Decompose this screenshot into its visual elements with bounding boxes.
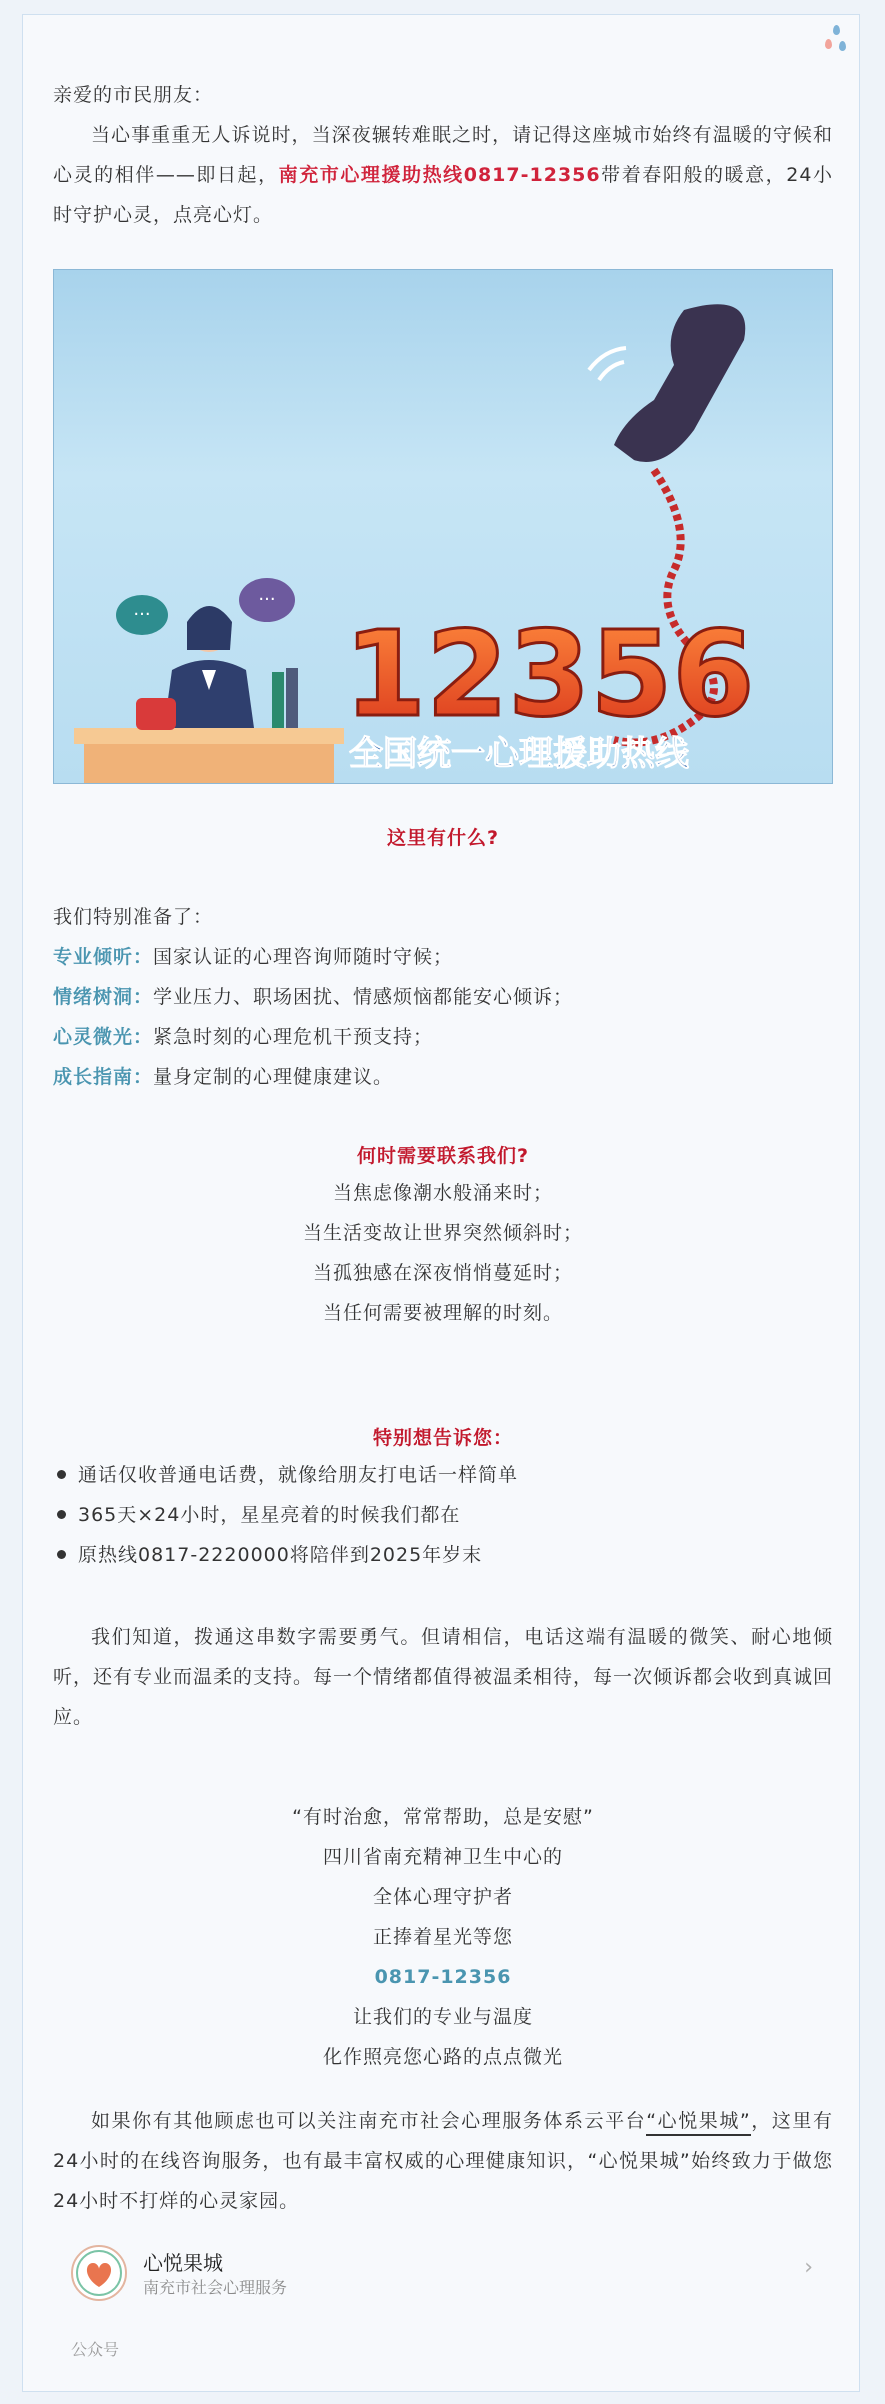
when-line: 当孤独感在深夜悄悄蔓延时； (312, 1262, 573, 1284)
handset-icon (614, 304, 745, 462)
closing-line: 正捧着星光等您 (372, 1926, 513, 1948)
platform-after: ，这里有24小时的在线咨询服务，也有最丰富权威的心理健康知识，“心悦果城”始终致力于做您24小时不打烊的心灵家园。 (53, 2110, 833, 2212)
book-shape (286, 668, 298, 728)
bullet-icon (57, 1510, 66, 1519)
note-item (53, 1495, 833, 1535)
intro-paragraph (53, 115, 833, 235)
article-frame (22, 14, 860, 2392)
closing-block (53, 1797, 833, 2077)
courage-paragraph: 我们知道，拨通这串数字需要勇气。但请相信，电话这端有温暖的微笑、耐心地倾听，还有专业而温柔的支持。每一个情绪都值得被温柔相待，每一次倾诉都会收到真诚回应。 (53, 1626, 834, 1728)
section-heading-notes: 特别想告诉您： (372, 1427, 513, 1449)
platform-link[interactable]: “心悦果城” (646, 2110, 751, 2136)
greeting: 亲爱的市民朋友： (53, 84, 214, 106)
service-item (53, 977, 833, 1017)
service-item (53, 937, 833, 977)
account-logo (71, 2245, 127, 2301)
desk-top (74, 728, 344, 744)
closing-line: 四川省南充精神卫生中心的 (322, 1846, 563, 1868)
service-label: 情绪树洞： (53, 986, 154, 1008)
book-shape (272, 672, 284, 728)
hotline-highlight: 南充市心理援助热线0817-12356 (278, 164, 601, 186)
account-name: 心悦果城 (143, 2251, 223, 2275)
account-desc: 南充市社会心理服务 (143, 2278, 288, 2297)
section-heading-services: 这里有什么? (386, 827, 500, 849)
note-item (53, 1455, 833, 1495)
service-label: 心灵微光： (53, 1026, 154, 1048)
bullet-icon (57, 1550, 66, 1559)
closing-line: 化作照亮您心路的点点微光 (322, 2046, 563, 2068)
service-item (53, 1017, 833, 1057)
intro-after: 带着春阳般的暖意，24小时守护心灵，点亮心灯。 (53, 164, 833, 226)
note-item (53, 1535, 833, 1575)
account-card-body[interactable] (53, 2223, 833, 2323)
when-line: 当生活变故让世界突然倾斜时； (302, 1222, 583, 1244)
banner-illustration (54, 270, 833, 784)
desk-phone-icon (136, 698, 176, 730)
service-text: 学业压力、职场困扰、情感烦恼都能安心倾诉； (153, 986, 574, 1008)
service-label: 专业倾听： (53, 946, 154, 968)
chevron-right-icon[interactable]: › (804, 2255, 813, 2280)
hotline-banner-image (53, 269, 833, 784)
account-type-label: 公众号 (71, 2340, 120, 2359)
decorative-drops (821, 25, 851, 65)
drop-icon (839, 41, 846, 51)
service-label: 成长指南： (53, 1066, 154, 1088)
drop-icon (825, 39, 832, 49)
service-item (53, 1057, 833, 1097)
sound-wave-icon (589, 348, 626, 370)
desk-shape (84, 740, 334, 784)
drop-icon (833, 25, 840, 35)
service-text: 国家认证的心理咨询师随时守候； (153, 946, 454, 968)
person-hair (187, 606, 232, 650)
service-text: 量身定制的心理健康建议。 (153, 1066, 394, 1088)
services-lead: 我们特别准备了： (53, 906, 214, 928)
hotline-caption-graphic: 全国统一心理援助热线 (349, 734, 689, 774)
services-list (53, 937, 833, 1097)
notes-list (53, 1455, 833, 1575)
intro-before: 当心事重重无人诉说时，当深夜辗转难眠之时，请记得这座城市始终有温暖的守候和心灵的相伴——即日起， (53, 124, 833, 186)
closing-quote: “有时治愈，常常帮助，总是安慰” (292, 1806, 594, 1828)
heart-logo-icon (73, 2247, 125, 2299)
when-line: 当任何需要被理解的时刻。 (322, 1302, 563, 1324)
closing-line: 让我们的专业与温度 (352, 2006, 533, 2028)
closing-number: 0817-12356 (374, 1966, 512, 1988)
platform-before: 如果你有其他顾虑也可以关注南充市社会心理服务体系云平台 (91, 2110, 647, 2132)
closing-line: 全体心理守护者 (372, 1886, 513, 1908)
official-account-card[interactable] (53, 2223, 833, 2363)
note-text: 365天×24小时，星星亮着的时候我们都在 (78, 1504, 461, 1526)
platform-paragraph (53, 2101, 833, 2221)
note-text: 原热线0817-2220000将陪伴到2025年岁末 (78, 1544, 483, 1566)
sound-wave-icon (599, 362, 624, 380)
section-heading-when: 何时需要联系我们? (356, 1145, 530, 1167)
when-line: 当焦虑像潮水般涌来时； (332, 1182, 553, 1204)
bubble-dots: ··· (258, 589, 276, 610)
bullet-icon (57, 1470, 66, 1479)
note-text: 通话仅收普通电话费，就像给朋友打电话一样简单 (78, 1464, 519, 1486)
service-text: 紧急时刻的心理危机干预支持； (153, 1026, 434, 1048)
hotline-number-graphic: 12356 (344, 605, 755, 743)
bubble-dots: ··· (133, 604, 151, 625)
when-list (53, 1173, 833, 1333)
